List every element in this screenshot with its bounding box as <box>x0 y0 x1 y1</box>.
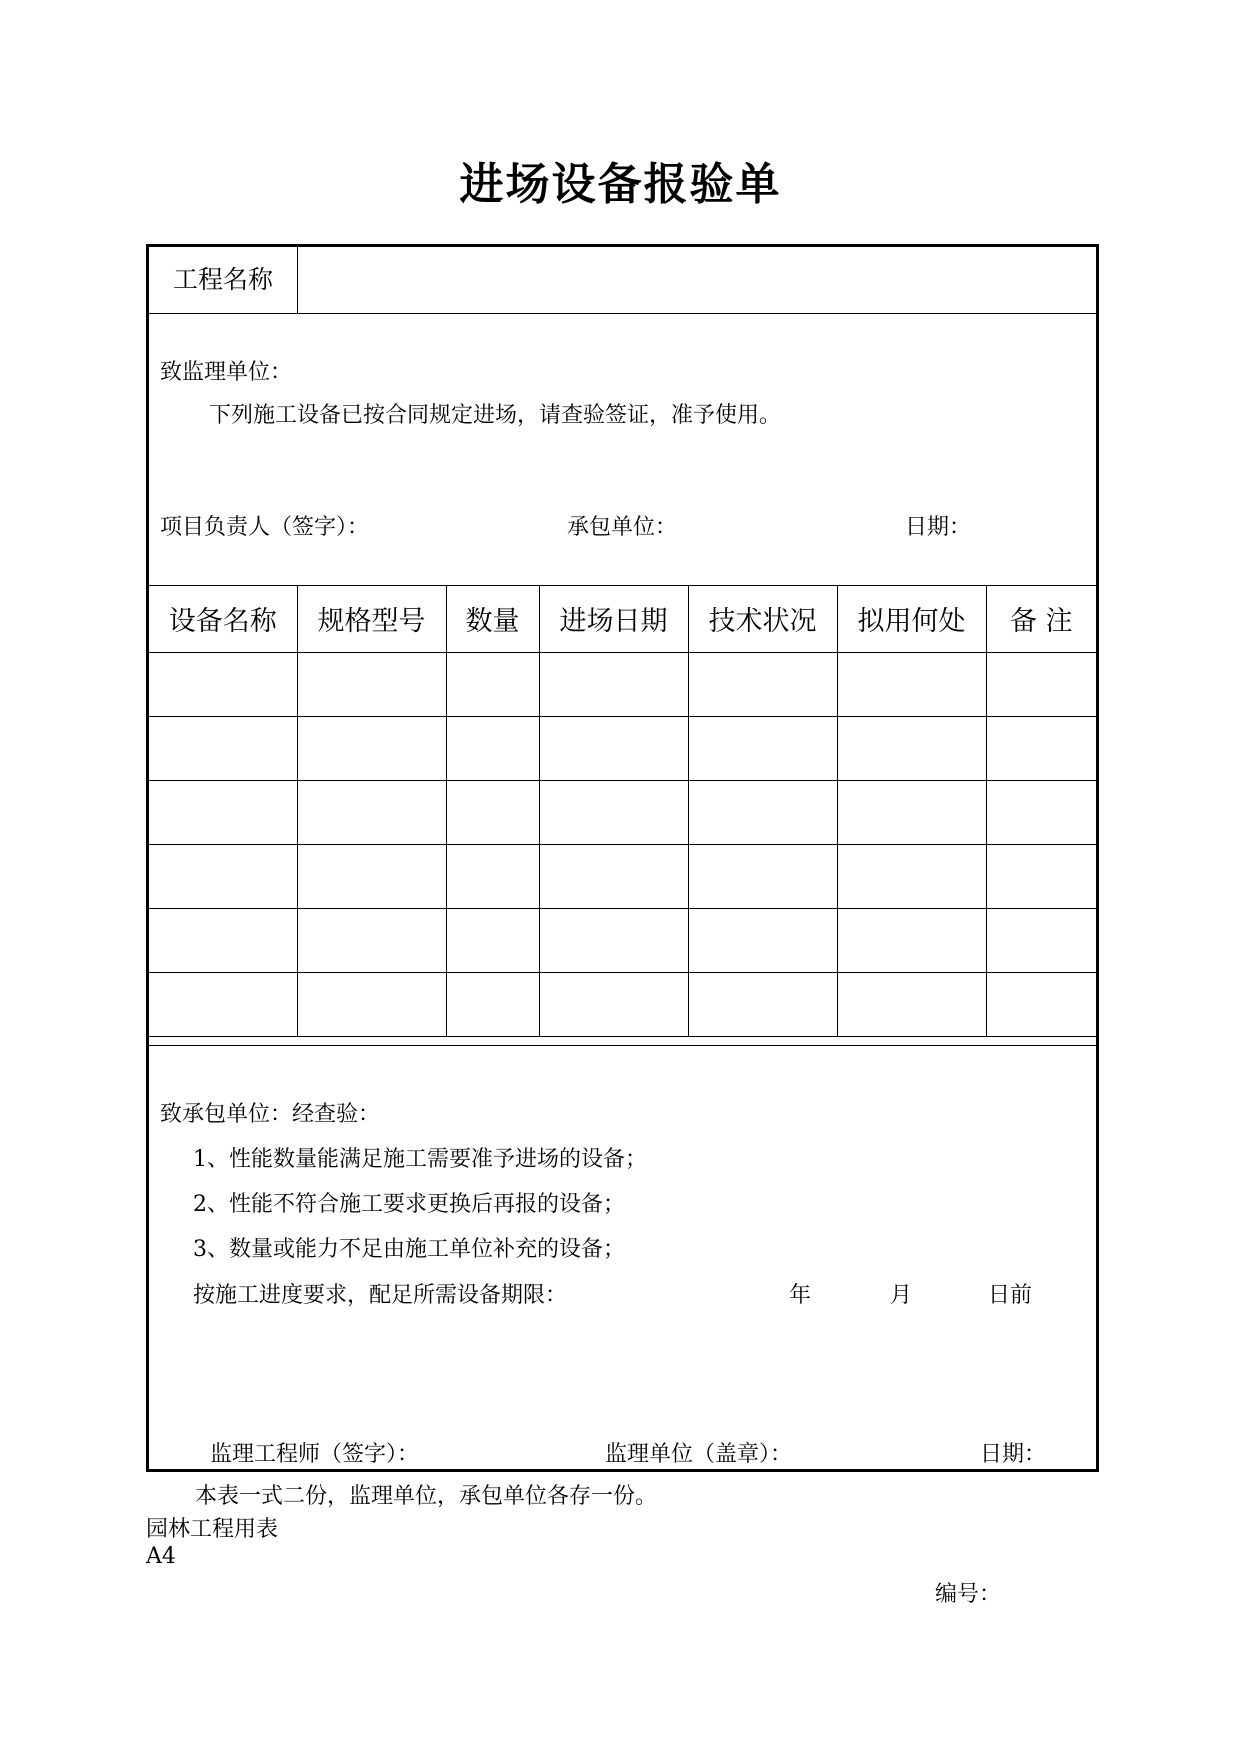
table-cell[interactable] <box>297 716 446 780</box>
review-item-2: 2、性能不符合施工要求更换后再报的设备； <box>193 1192 625 1217</box>
table-row <box>149 652 1096 716</box>
table-row <box>149 908 1096 972</box>
table-cell[interactable] <box>446 652 539 716</box>
table-cell[interactable] <box>297 652 446 716</box>
table-cell[interactable] <box>446 844 539 908</box>
header-equipment-name: 设备名称 <box>149 586 297 652</box>
table-cell[interactable] <box>297 908 446 972</box>
table-cell[interactable] <box>446 972 539 1036</box>
table-cell[interactable] <box>986 908 1096 972</box>
deadline-day-before: 日前 <box>988 1283 1033 1308</box>
equipment-table-header <box>149 586 1096 652</box>
table-cell[interactable] <box>837 652 986 716</box>
header-remarks: 备 注 <box>986 586 1096 652</box>
table-cell[interactable] <box>986 972 1096 1036</box>
table-row <box>149 844 1096 908</box>
review-addressee: 致承包单位：经查验： <box>160 1102 381 1127</box>
deadline-year: 年 <box>789 1283 812 1308</box>
deadline-label: 按施工进度要求，配足所需设备期限： <box>193 1283 568 1308</box>
supervisor-seal-label: 监理单位（盖章）： <box>605 1442 793 1467</box>
supervisor-review-section <box>149 1045 1096 1470</box>
project-name-row <box>149 247 1096 314</box>
table-cell[interactable] <box>539 844 688 908</box>
header-technical-condition: 技术状况 <box>688 586 837 652</box>
contractor-request-section <box>149 314 1096 586</box>
table-cell[interactable] <box>539 908 688 972</box>
table-cell[interactable] <box>446 780 539 844</box>
table-cell[interactable] <box>297 780 446 844</box>
table-cell[interactable] <box>446 716 539 780</box>
request-date-label: 日期： <box>905 515 972 540</box>
header-model-spec: 规格型号 <box>297 586 446 652</box>
copies-note: 本表一式二份，监理单位，承包单位各存一份。 <box>195 1484 658 1509</box>
table-cell[interactable] <box>149 780 297 844</box>
equipment-table <box>149 586 1096 1037</box>
table-cell[interactable] <box>986 844 1096 908</box>
table-cell[interactable] <box>539 716 688 780</box>
table-cell[interactable] <box>837 908 986 972</box>
table-cell[interactable] <box>297 972 446 1036</box>
table-cell[interactable] <box>688 780 837 844</box>
project-name-field[interactable] <box>299 247 1094 313</box>
request-body: 下列施工设备已按合同规定进场，请查验签证，准予使用。 <box>209 403 782 428</box>
table-cell[interactable] <box>837 716 986 780</box>
document-title: 进场设备报验单 <box>459 159 782 210</box>
table-cell[interactable] <box>539 652 688 716</box>
serial-number-label: 编号： <box>935 1582 1002 1607</box>
table-cell[interactable] <box>149 652 297 716</box>
supervisor-addressee: 致监理单位： <box>160 360 293 385</box>
table-cell[interactable] <box>837 844 986 908</box>
table-cell[interactable] <box>688 972 837 1036</box>
header-quantity: 数量 <box>446 586 539 652</box>
engineer-signature-label: 监理工程师（签字）： <box>210 1442 420 1467</box>
table-row <box>149 972 1096 1036</box>
table-row <box>149 780 1096 844</box>
paper-size: A4 <box>146 1544 176 1569</box>
table-cell[interactable] <box>837 972 986 1036</box>
review-date-label: 日期： <box>980 1442 1047 1467</box>
manager-signature-label: 项目负责人（签字）： <box>160 515 370 540</box>
table-cell[interactable] <box>297 844 446 908</box>
form-category: 园林工程用表 <box>146 1517 279 1542</box>
table-row <box>149 716 1096 780</box>
contractor-unit-label: 承包单位： <box>567 515 678 540</box>
table-cell[interactable] <box>688 652 837 716</box>
header-entry-date: 进场日期 <box>539 586 688 652</box>
inspection-form <box>146 244 1099 1472</box>
table-cell[interactable] <box>149 908 297 972</box>
table-cell[interactable] <box>539 972 688 1036</box>
table-cell[interactable] <box>149 972 297 1036</box>
table-cell[interactable] <box>986 780 1096 844</box>
table-cell[interactable] <box>149 716 297 780</box>
table-cell[interactable] <box>539 780 688 844</box>
review-item-1: 1、性能数量能满足施工需要准予进场的设备； <box>193 1147 647 1172</box>
table-cell[interactable] <box>149 844 297 908</box>
header-intended-use: 拟用何处 <box>837 586 986 652</box>
table-cell[interactable] <box>688 844 837 908</box>
table-cell[interactable] <box>837 780 986 844</box>
table-cell[interactable] <box>986 716 1096 780</box>
table-cell[interactable] <box>986 652 1096 716</box>
table-cell[interactable] <box>446 908 539 972</box>
table-cell[interactable] <box>688 716 837 780</box>
review-item-3: 3、数量或能力不足由施工单位补充的设备； <box>193 1237 625 1262</box>
table-cell[interactable] <box>688 908 837 972</box>
deadline-month: 月 <box>890 1283 913 1308</box>
project-name-label: 工程名称 <box>149 247 298 313</box>
